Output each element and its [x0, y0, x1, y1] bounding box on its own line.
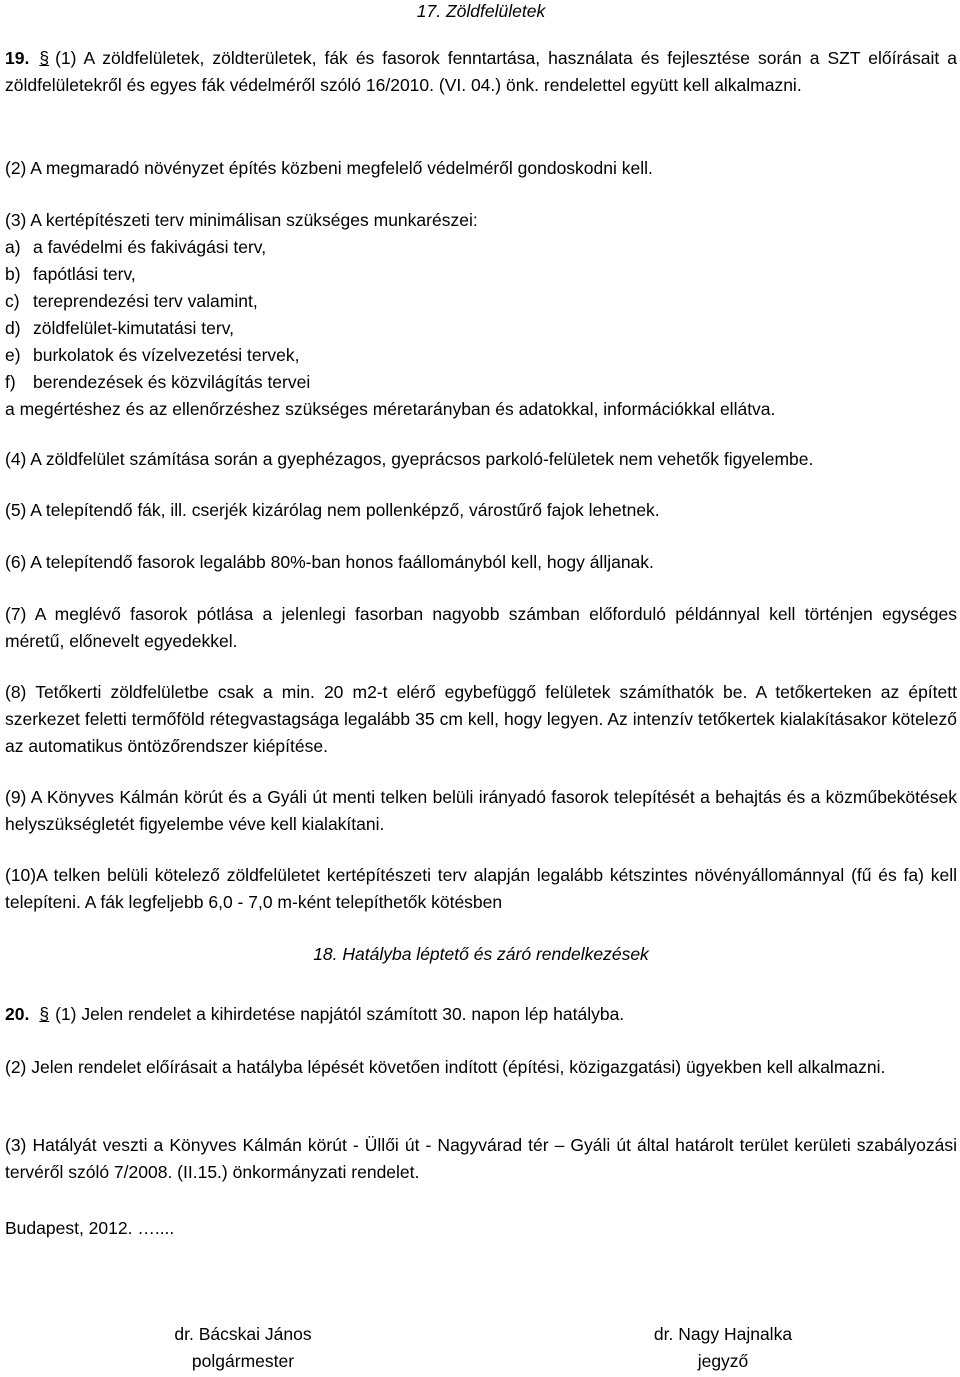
list-text: zöldfelület-kimutatási terv, — [33, 318, 235, 338]
signature-name: dr. Nagy Hajnalka — [653, 1324, 793, 1344]
section-sign: § — [39, 48, 50, 68]
section-20-para-3: (3) Hatályát veszti a Könyves Kálmán körút - Üllői út - Nagyvárad tér – Gyáli út által határolt terület kerületi szabályozási tervéről szóló 7/2008. (II.15.) önkormányzati rendelet. — [5, 1135, 957, 1182]
section-19-para-7: (7) A meglévő fasorok pótlása a jelenlegi fasorban nagyobb számban előforduló példánnyal kell történjen egységes méretű, előnevelt egyedekkel. — [5, 604, 957, 651]
section-19-para-9: (9) A Könyves Kálmán körút és a Gyáli út menti telken belüli irányadó fasorok telepítését a behajtás és a közműbekötések helyszükségletét figyelembe véve kell kialakítani. — [5, 787, 957, 834]
chapter-title-18: 18. Hatályba léptető és záró rendelkezések — [313, 944, 649, 964]
section-19-para-10: (10)A telken belüli kötelező zöldfelületet kertépítészeti terv alapján legalább kétszintes növényállománnyal (fű és fa) kell telepíteni. A fák legfeljebb 6,0 - 7,0 m-ként telepíthetők kötésben — [5, 865, 957, 912]
list-item — [5, 261, 957, 288]
list-label: f) — [5, 372, 16, 392]
signature-role: jegyző — [697, 1351, 749, 1371]
list-label: e) — [5, 345, 21, 365]
list-label: a) — [5, 237, 21, 257]
section-20-text-1: (1) Jelen rendelet a kihirdetése napjától számított 30. napon lép hatályba. — [55, 1004, 625, 1024]
list-label: b) — [5, 264, 21, 284]
list-label: c) — [5, 291, 20, 311]
section-19-para-3-intro: (3) A kertépítészeti terv minimálisan szükséges munkarészei: — [5, 210, 478, 230]
list-text: a favédelmi és fakivágási terv, — [33, 237, 267, 257]
list-label: d) — [5, 318, 21, 338]
section-19-para-3-outro: a megértéshez és az ellenőrzéshez szükséges méretarányban és adatokkal, információkkal ellátva. — [5, 399, 776, 419]
signature-name: dr. Bácskai János — [174, 1324, 312, 1344]
section-19-para-1 — [5, 45, 957, 99]
signature-mayor — [143, 1321, 343, 1375]
list-item — [5, 369, 957, 396]
section-19-para-2: (2) A megmaradó növényzet építés közbeni megfelelő védelméről gondoskodni kell. — [5, 158, 653, 178]
list-item — [5, 342, 957, 369]
section-19-para-6: (6) A telepítendő fasorok legalább 80%-ban honos faállományból kell, hogy álljanak. — [5, 552, 654, 572]
signature-notary — [623, 1321, 823, 1375]
list-text: burkolatok és vízelvezetési tervek, — [33, 345, 300, 365]
section-number: 19. — [5, 48, 30, 68]
section-number: 20. — [5, 1004, 30, 1024]
list-item — [5, 234, 957, 261]
signature-role: polgármester — [191, 1351, 295, 1371]
section-19-text-1: (1) A zöldfelületek, zöldterületek, fák és fasorok fenntartása, használata és fejlesztése során a SZT előírásait a zöldfelületekről és egyes fák védelméről szóló 16/2010. (VI. 04.) önk. rendelettel együtt kell alkalmazni. — [5, 48, 957, 95]
section-20-para-2: (2) Jelen rendelet előírásait a hatályba lépését követően indított (építési, közigazgatási) ügyekben kell alkalmazni. — [5, 1057, 886, 1077]
section-19-para-5: (5) A telepítendő fák, ill. cserjék kizárólag nem pollenképző, várostűrő fajok lehetnek. — [5, 500, 660, 520]
section-19-para-3 — [5, 207, 957, 423]
section-20-para-1 — [5, 1001, 957, 1028]
section-sign: § — [39, 1004, 50, 1024]
list-text: tereprendezési terv valamint, — [33, 291, 258, 311]
list-item — [5, 315, 957, 342]
place-date: Budapest, 2012. ….... — [5, 1218, 175, 1238]
section-19-para-4: (4) A zöldfelület számítása során a gyephézagos, gyeprácsos parkoló-felületek nem vehetők figyelembe. — [5, 449, 814, 469]
section-19-para-8: (8) Tetőkerti zöldfelületbe csak a min. 20 m2-t elérő egybefüggő felületek számíthatók be. A tetőkerteken az épített szerkezet feletti termőföld rétegvastagsága legalább 35 cm kell, hogy legyen. Az intenzív tetőkertek kialakításakor kötelező az automatikus öntözőrendszer kiépítése. — [5, 682, 957, 756]
list-text: berendezések és közvilágítás tervei — [33, 372, 311, 392]
list-item — [5, 288, 957, 315]
chapter-title-17: 17. Zöldfelületek — [416, 1, 546, 21]
list-text: fapótlási terv, — [33, 264, 136, 284]
